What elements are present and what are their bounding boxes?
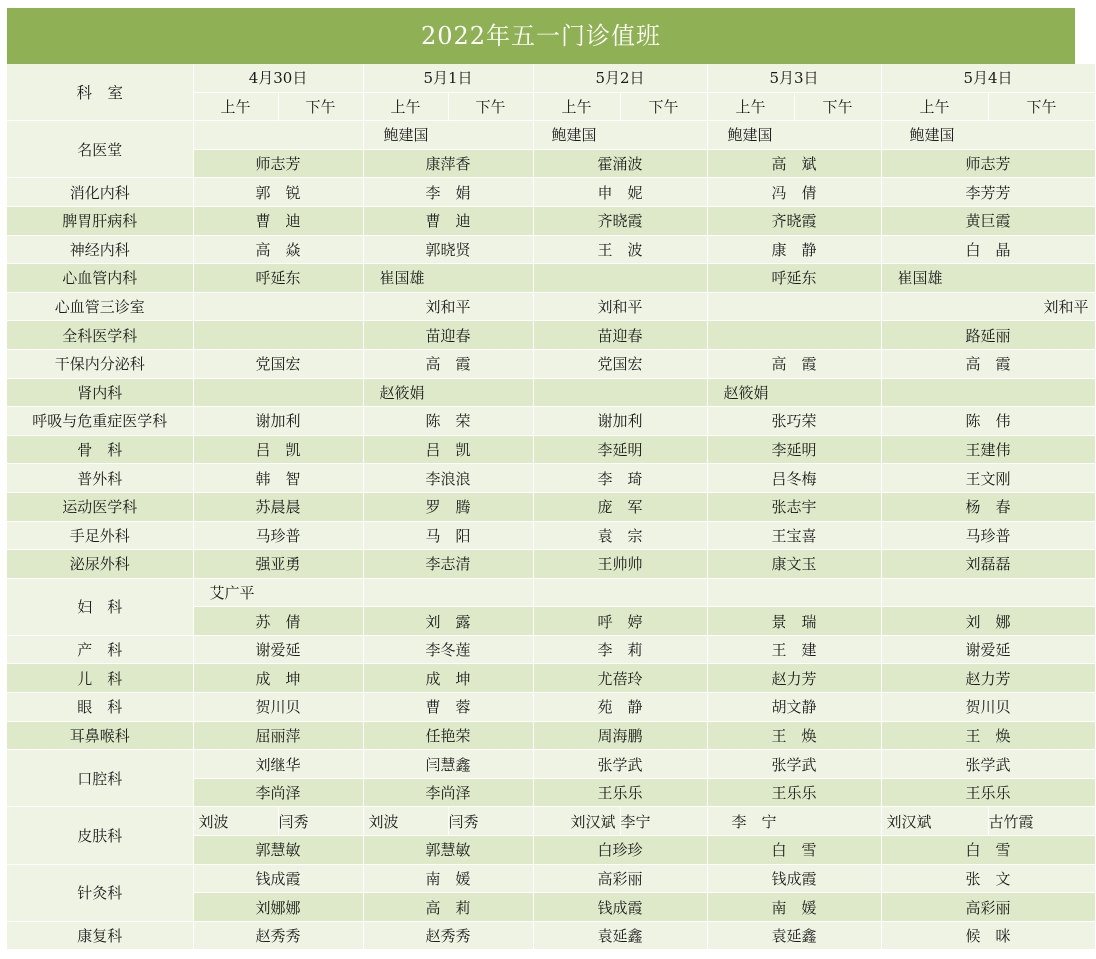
dept-name: 眼 科 [7,693,193,722]
doctor-cell: 赵力芳 [881,664,1095,693]
table-row [7,578,1095,607]
doctor-cell: 高 霞 [707,349,881,378]
table-row [7,807,1095,836]
header-row-dates [7,64,1095,92]
doctor-cell: 张学武 [881,750,1095,779]
doctor-cell: 景 瑞 [707,607,881,636]
doctor-cell: 钱成霞 [533,893,707,922]
table-row [7,464,1095,493]
pm-header: 下午 [794,92,881,121]
doctor-cell: 李延明 [533,435,707,464]
dept-name: 儿 科 [7,664,193,693]
doctor-cell: 苑 静 [533,693,707,722]
dept-name: 肾内科 [7,378,193,407]
doctor-cell: 郭晓贤 [363,235,533,264]
doctor-cell: 刘磊磊 [881,550,1095,579]
doctor-cell: 刘继华 [193,750,363,779]
doctor-cell: 赵秀秀 [193,921,363,950]
doctor-cell: 王帅帅 [533,550,707,579]
doctor-cell: 苏晨晨 [193,492,363,521]
dept-name: 心血管三诊室 [7,292,193,321]
doctor-cell: 任艳荣 [363,721,533,750]
doctor-cell: 郭 锐 [193,178,363,207]
doctor-cell: 曹 迪 [363,206,533,235]
duty-schedule-table [7,64,1096,950]
am-header: 上午 [881,92,988,121]
dept-name: 干保内分泌科 [7,349,193,378]
doctor-cell: 王乐乐 [533,778,707,807]
dept-name: 康复科 [7,921,193,950]
doctor-cell: 刘汉斌 [533,807,620,836]
dept-name: 产 科 [7,635,193,664]
table-row [7,378,1095,407]
doctor-cell: 艾广平 [193,578,363,607]
doctor-cell: 高彩丽 [881,893,1095,922]
doctor-cell: 曹 蓉 [363,693,533,722]
am-header: 上午 [533,92,620,121]
doctor-cell: 吕 凯 [363,435,533,464]
doctor-cell: 刘 娜 [881,607,1095,636]
doctor-cell: 刘和平 [363,292,533,321]
doctor-cell: 王文刚 [881,464,1095,493]
table-row [7,550,1095,579]
doctor-cell: 呼延东 [707,264,881,293]
doctor-cell: 张志宇 [707,492,881,521]
doctor-cell: 尤蓓玲 [533,664,707,693]
doctor-cell: 王乐乐 [707,778,881,807]
dept-name: 名医堂 [7,121,193,178]
dept-name: 全科医学科 [7,321,193,350]
table-row [7,635,1095,664]
doctor-cell: 李 琦 [533,464,707,493]
table-row [7,492,1095,521]
doctor-cell: 王宝喜 [707,521,881,550]
table-row [7,407,1095,436]
doctor-cell: 赵秀秀 [363,921,533,950]
table-row [7,664,1095,693]
am-header: 上午 [193,92,278,121]
doctor-cell: 贺川贝 [193,693,363,722]
doctor-cell: 鲍建国 [881,121,1095,150]
doctor-cell: 高 莉 [363,893,533,922]
doctor-cell: 李尚泽 [363,778,533,807]
doctor-cell: 张学武 [533,750,707,779]
doctor-cell: 白 晶 [881,235,1095,264]
doctor-cell: 李 娟 [363,178,533,207]
doctor-cell: 白珍珍 [533,836,707,865]
doctor-cell: 陈 伟 [881,407,1095,436]
table-row [7,864,1095,893]
doctor-cell: 党国宏 [533,349,707,378]
doctor-cell: 钱成霞 [707,864,881,893]
doctor-cell: 罗 腾 [363,492,533,521]
table-row [7,750,1095,779]
table-row [7,349,1095,378]
doctor-cell: 鲍建国 [533,121,707,150]
doctor-cell: 闫慧鑫 [363,750,533,779]
table-row [7,264,1095,293]
dept-name: 耳鼻喉科 [7,721,193,750]
doctor-cell: 南 媛 [363,864,533,893]
doctor-cell: 曹 迪 [193,206,363,235]
dept-name: 皮肤科 [7,807,193,864]
sheet-title: 2022年五一门诊值班 [7,8,1075,64]
table-row [7,235,1095,264]
doctor-cell: 齐晓霞 [533,206,707,235]
doctor-cell: 吕冬梅 [707,464,881,493]
doctor-cell: 王 建 [707,635,881,664]
doctor-cell: 王 焕 [881,721,1095,750]
doctor-cell: 袁延鑫 [533,921,707,950]
dept-name: 普外科 [7,464,193,493]
pm-header: 下午 [448,92,533,121]
doctor-cell: 贺川贝 [881,693,1095,722]
doctor-cell: 胡文静 [707,693,881,722]
doctor-cell: 白 雪 [881,836,1095,865]
table-row [7,521,1095,550]
doctor-cell: 高 斌 [707,149,881,178]
doctor-cell: 袁延鑫 [707,921,881,950]
doctor-cell: 白 雪 [707,836,881,865]
doctor-cell: 刘和平 [881,292,1095,321]
doctor-cell: 庞 军 [533,492,707,521]
doctor-cell: 霍涌波 [533,149,707,178]
doctor-cell: 刘汉斌 [881,807,988,836]
doctor-cell: 吕 凯 [193,435,363,464]
doctor-cell: 袁 宗 [533,521,707,550]
doctor-cell: 赵力芳 [707,664,881,693]
doctor-cell: 杨 春 [881,492,1095,521]
doctor-cell: 高 霞 [881,349,1095,378]
doctor-cell: 李尚泽 [193,778,363,807]
doctor-cell: 张学武 [707,750,881,779]
table-row [7,321,1095,350]
doctor-cell: 高 焱 [193,235,363,264]
doctor-cell: 候 咪 [881,921,1095,950]
doctor-cell: 刘和平 [533,292,707,321]
doctor-cell: 党国宏 [193,349,363,378]
doctor-cell: 高彩丽 [533,864,707,893]
doctor-cell: 呼延东 [193,264,363,293]
doctor-cell: 李志清 [363,550,533,579]
doctor-cell: 周海鹏 [533,721,707,750]
dept-header: 科 室 [7,64,193,121]
doctor-cell: 康 静 [707,235,881,264]
doctor-cell: 刘 露 [363,607,533,636]
dept-name: 针灸科 [7,864,193,921]
doctor-cell: 赵筱娟 [363,378,533,407]
doctor-cell: 李 莉 [533,635,707,664]
doctor-cell: 申 妮 [533,178,707,207]
doctor-cell: 康萍香 [363,149,533,178]
am-header: 上午 [363,92,448,121]
doctor-cell: 谢爱延 [193,635,363,664]
doctor-cell: 成 坤 [193,664,363,693]
date-header: 4月30日 [193,64,363,92]
pm-header: 下午 [278,92,363,121]
doctor-cell: 马珍普 [193,521,363,550]
doctor-cell: 刘波 [193,807,278,836]
dept-name: 骨 科 [7,435,193,464]
doctor-cell: 李 宁 [707,807,881,836]
dept-name: 口腔科 [7,750,193,807]
date-header: 5月1日 [363,64,533,92]
doctor-cell: 赵筱娟 [707,378,881,407]
doctor-cell: 高 霞 [363,349,533,378]
doctor-cell: 李冬莲 [363,635,533,664]
table-row [7,435,1095,464]
doctor-cell: 屈丽萍 [193,721,363,750]
table-row [7,693,1095,722]
doctor-cell: 黄巨霞 [881,206,1095,235]
date-header: 5月3日 [707,64,881,92]
doctor-cell: 南 媛 [707,893,881,922]
doctor-cell: 张巧荣 [707,407,881,436]
table-row [7,721,1095,750]
doctor-cell: 鲍建国 [707,121,881,150]
doctor-cell: 李芳芳 [881,178,1095,207]
doctor-cell: 师志芳 [881,149,1095,178]
doctor-cell: 冯 倩 [707,178,881,207]
table-row [7,206,1095,235]
date-header: 5月4日 [881,64,1095,92]
dept-name: 脾胃肝病科 [7,206,193,235]
pm-header: 下午 [620,92,707,121]
table-row [7,121,1095,150]
doctor-cell: 闫秀 [448,807,533,836]
doctor-cell: 钱成霞 [193,864,363,893]
doctor-cell: 韩 智 [193,464,363,493]
doctor-cell: 苏 倩 [193,607,363,636]
doctor-cell: 强亚勇 [193,550,363,579]
doctor-cell: 马 阳 [363,521,533,550]
doctor-cell: 谢加利 [193,407,363,436]
doctor-cell: 谢加利 [533,407,707,436]
date-header: 5月2日 [533,64,707,92]
doctor-cell: 王建伟 [881,435,1095,464]
doctor-cell: 刘波 [363,807,448,836]
doctor-cell: 郭慧敏 [193,836,363,865]
table-row [7,178,1095,207]
doctor-cell: 王乐乐 [881,778,1095,807]
doctor-cell: 王 焕 [707,721,881,750]
doctor-cell: 李延明 [707,435,881,464]
doctor-cell: 路延丽 [881,321,1095,350]
dept-name: 手足外科 [7,521,193,550]
am-header: 上午 [707,92,794,121]
doctor-cell: 李浪浪 [363,464,533,493]
doctor-cell: 齐晓霞 [707,206,881,235]
doctor-cell: 陈 荣 [363,407,533,436]
doctor-cell: 马珍普 [881,521,1095,550]
doctor-cell: 成 坤 [363,664,533,693]
dept-name: 呼吸与危重症医学科 [7,407,193,436]
dept-name: 消化内科 [7,178,193,207]
doctor-cell: 谢爱延 [881,635,1095,664]
doctor-cell: 王 波 [533,235,707,264]
pm-header: 下午 [988,92,1095,121]
dept-name: 运动医学科 [7,492,193,521]
dept-name: 泌尿外科 [7,550,193,579]
table-row [7,292,1095,321]
dept-name: 心血管内科 [7,264,193,293]
dept-name: 神经内科 [7,235,193,264]
doctor-cell: 闫秀 [278,807,363,836]
doctor-cell: 张 文 [881,864,1095,893]
doctor-cell: 苗迎春 [363,321,533,350]
dept-name: 妇 科 [7,578,193,635]
doctor-cell: 鲍建国 [363,121,533,150]
doctor-cell: 刘娜娜 [193,893,363,922]
doctor-cell: 康文玉 [707,550,881,579]
doctor-cell: 苗迎春 [533,321,707,350]
doctor-cell: 师志芳 [193,149,363,178]
doctor-cell: 呼 婷 [533,607,707,636]
table-row [7,921,1095,950]
doctor-cell: 古竹霞 [988,807,1095,836]
doctor-cell: 崔国雄 [363,264,533,293]
doctor-cell: 李宁 [620,807,707,836]
doctor-cell: 郭慧敏 [363,836,533,865]
doctor-cell: 崔国雄 [881,264,1095,293]
